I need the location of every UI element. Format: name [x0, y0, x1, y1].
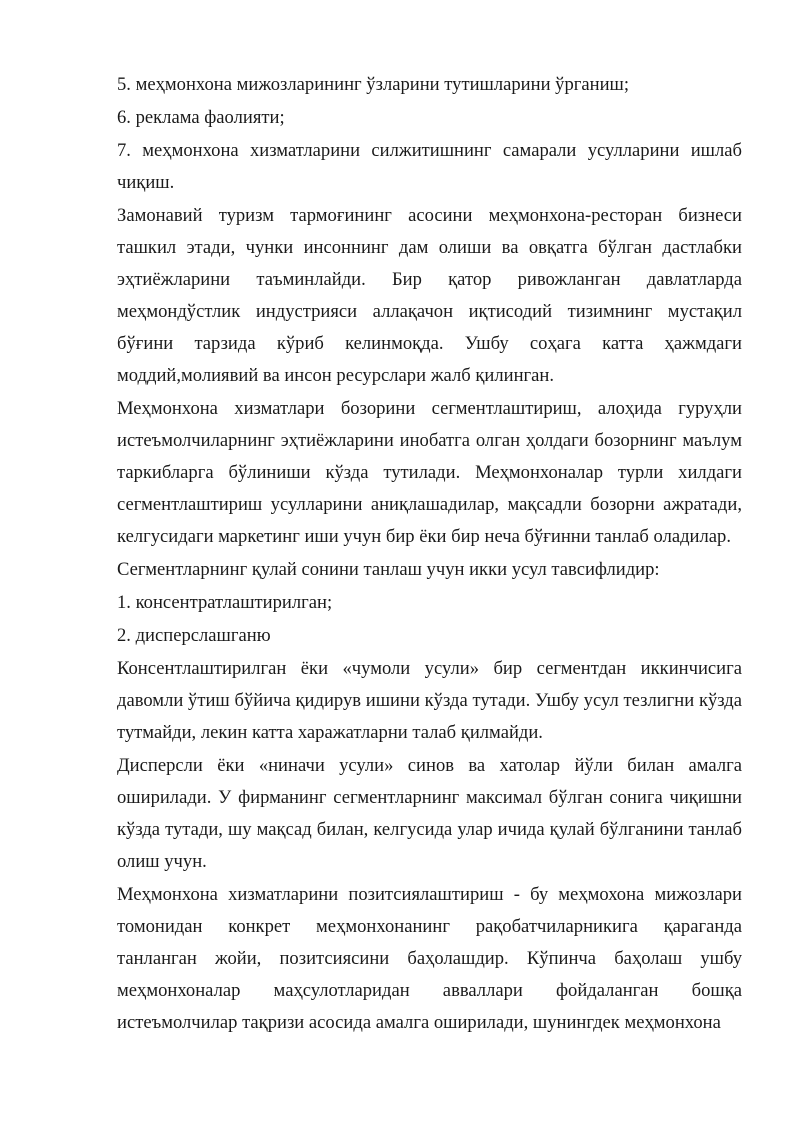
paragraph [117, 653, 742, 749]
text-line: Консентлаштирилган ёки «чумоли усули» бир сегментдан иккинчисига [117, 658, 742, 679]
text-line: олиш учун. [117, 851, 207, 872]
paragraph [117, 879, 742, 1039]
paragraph [117, 587, 742, 619]
paragraph [117, 750, 742, 878]
text-line: келгусидаги маркетинг иши учун бир ёки бир неча бўғинни танлаб оладилар. [117, 526, 731, 547]
text-line: ташкил этади, чунки инсоннинг дам олиши ва овқатга бўлган дастлабки [117, 237, 742, 258]
paragraph [117, 200, 742, 392]
text-line: 5. меҳмонхона мижозларининг ўзларини тутишларини ўрганиш; [117, 74, 630, 95]
paragraph [117, 135, 742, 199]
text-line: 2. дисперслашганю [117, 625, 271, 646]
text-line: истеъмолчилар тақризи асосида амалга оширилади, шунингдек меҳмонхона [117, 1012, 721, 1033]
paragraph [117, 620, 742, 652]
text-line: эҳтиёжларини таъминлайди. Бир қатор ривожланган давлатларда [117, 269, 742, 290]
text-line: томонидан конкрет меҳмонхонанинг рақобатчиларникига қараганда [117, 916, 742, 937]
paragraph [117, 69, 742, 101]
text-line: 6. реклама фаолияти; [117, 107, 285, 128]
text-line: Дисперсли ёки «ниначи усули» синов ва хатолар йўли билан амалга [117, 755, 742, 776]
text-line: 7. меҳмонхона хизматларини силжитишнинг самарали усулларини ишлаб [117, 140, 742, 161]
text-line: 1. консентратлаштирилган; [117, 592, 333, 613]
text-line: Меҳмонхона хизматларини позитсиялаштириш - бу меҳмохона мижозлари [117, 884, 742, 905]
text-line: оширилади. У фирманинг сегментларнинг максимал бўлган сонига чиқишни [117, 787, 742, 808]
paragraph [117, 554, 742, 586]
text-line: чиқиш. [117, 172, 175, 193]
text-line: истеъмолчиларнинг эҳтиёжларини инобатга олган ҳолдаги бозорнинг маълум [117, 430, 742, 451]
text-line: кўзда тутади, шу мақсад билан, келгусида улар ичида қулай бўлганини танлаб [117, 819, 742, 840]
text-line: Меҳмонхона хизматлари бозорини сегментлаштириш, алоҳида гуруҳли [117, 398, 742, 419]
text-line: тутмайди, лекин катта харажатларни талаб қилмайди. [117, 722, 543, 743]
text-line: давомли ўтиш бўйича қидирув ишини кўзда тутади. Ушбу усул тезлигни кўзда [117, 690, 742, 711]
paragraph [117, 102, 742, 134]
text-line: меҳмонхоналар маҳсулотларидан авваллари фойдаланган бошқа [117, 980, 742, 1001]
text-line: танланган жойи, позитсиясини баҳолашдир. Кўпинча баҳолаш ушбу [117, 948, 742, 969]
text-line: Сегментларнинг қулай сонини танлаш учун икки усул тавсифлидир: [117, 559, 660, 580]
text-line: Замонавий туризм тармоғининг асосини меҳмонхона-ресторан бизнеси [117, 205, 742, 226]
text-line: моддий,молиявий ва инсон ресурслари жалб қилинган. [117, 365, 554, 386]
paragraph [117, 393, 742, 553]
text-line: таркибларга бўлиниши кўзда тутилади. Меҳмонхоналар турли хилдаги [117, 462, 742, 483]
text-line: бўғини тарзида кўриб келинмоқда. Ушбу соҳага катта ҳажмдаги [117, 333, 742, 354]
text-line: меҳмондўстлик индустрияси аллақачон иқтисодий тизимнинг мустақил [117, 301, 742, 322]
document-body [117, 69, 742, 1040]
text-line: сегментлаштириш усулларини аниқлашадилар, мақсадли бозорни ажратади, [117, 494, 742, 515]
